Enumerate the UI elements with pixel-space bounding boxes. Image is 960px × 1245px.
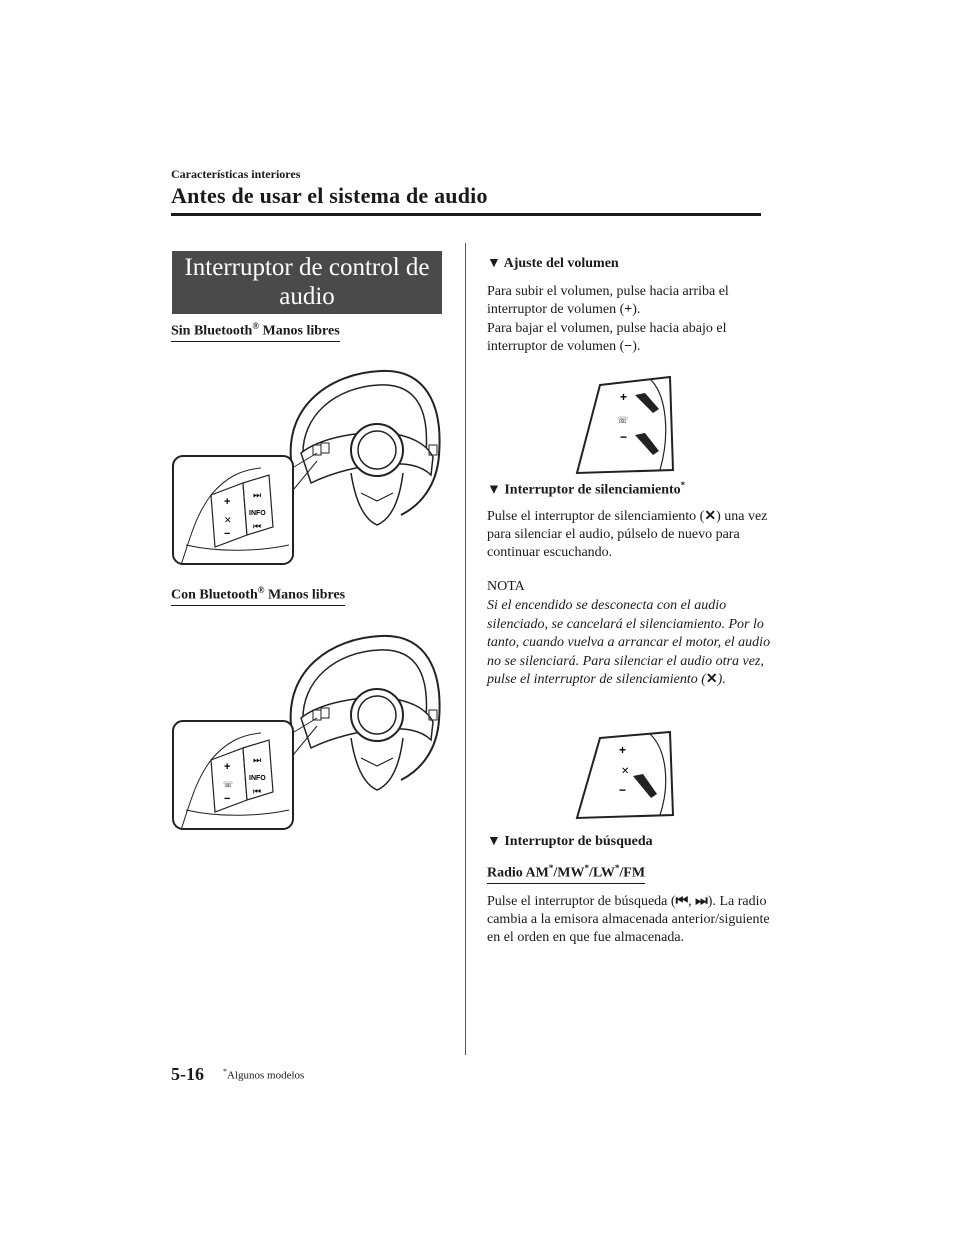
subheading-without-bluetooth: Sin Bluetooth® Manos libres: [171, 321, 340, 342]
svg-text:−: −: [619, 783, 627, 797]
svg-text:☏: ☏: [617, 415, 629, 425]
svg-text:−: −: [224, 528, 231, 540]
svg-text:⏮: ⏮: [253, 786, 262, 796]
svg-text:+: +: [224, 761, 231, 773]
section-title: Antes de usar el sistema de audio: [171, 183, 488, 208]
seek-previous-icon: ⏮: [675, 894, 689, 909]
section-banner: Interruptor de control de audio: [172, 251, 442, 314]
mute-switch-illustration: [575, 730, 675, 820]
info-label: INFO: [249, 775, 266, 782]
subheading-radio: Radio AM*/MW*/LW*/FM: [487, 863, 645, 884]
header-rule: [171, 213, 761, 216]
mute-icon: ✕: [705, 672, 718, 687]
volume-paragraph-up: Para subir el volumen, pulse hacia arriba el interruptor de volumen (+).: [487, 284, 729, 317]
volume-switch-illustration: [575, 375, 675, 475]
info-label: INFO: [249, 510, 266, 517]
seek-next-icon: ⏭: [695, 894, 708, 909]
triangle-down-icon: ▼: [487, 256, 504, 271]
svg-text:+: +: [619, 743, 627, 757]
note-label: NOTA: [487, 579, 525, 594]
heading-volume: ▼ Ajuste del volumen: [487, 256, 619, 271]
plus-icon: +: [624, 302, 633, 317]
seek-paragraph: Pulse el interruptor de búsqueda (⏮, ⏭). La radio cambia a la emisora almacenada anterior/siguiente en el orden en que fue almacenada.: [487, 894, 770, 945]
svg-text:+: +: [224, 496, 231, 508]
note-text: Si el encendido se desconecta con el audio silenciado, se cancelará el silenciamiento. Por lo tanto, cuando vuelva a arrancar el motor, el audio no se silenciará. Para silenciar el audio otra vez, pulse el interruptor de silenciamiento (✕).: [487, 597, 772, 690]
svg-text:+: +: [620, 390, 628, 404]
svg-text:⏭: ⏭: [253, 490, 262, 500]
subheading-with-bluetooth: Con Bluetooth® Manos libres: [171, 585, 345, 606]
footnote: *Algunos modelos: [223, 1067, 305, 1082]
minus-icon: −: [624, 339, 633, 354]
chapter-label: Características interiores: [171, 167, 301, 181]
steering-wheel-illustration-no-bt: [171, 365, 446, 565]
mute-icon: ✕: [704, 509, 717, 524]
steering-wheel-illustration-bt: [171, 630, 446, 830]
mute-paragraph: Pulse el interruptor de silenciamiento (✕) una vez para silenciar el audio, púlselo de nuevo para continuar escuchando.: [487, 509, 768, 560]
svg-text:✕: ✕: [621, 766, 630, 777]
triangle-down-icon: ▼: [487, 834, 505, 849]
volume-paragraph-down: Para bajar el volumen, pulse hacia abajo el interruptor de volumen (−).: [487, 321, 727, 354]
svg-text:⏭: ⏭: [253, 755, 262, 765]
heading-seek: ▼ Interruptor de búsqueda: [487, 834, 653, 849]
triangle-down-icon: ▼: [487, 482, 505, 498]
svg-text:−: −: [620, 430, 628, 444]
page-number: 5-16: [171, 1064, 204, 1084]
svg-text:⏮: ⏮: [253, 521, 262, 531]
column-divider: [465, 243, 466, 1055]
svg-text:✕: ✕: [224, 515, 232, 525]
heading-mute: ▼ Interruptor de silenciamiento*: [487, 480, 686, 498]
svg-text:−: −: [224, 793, 231, 805]
svg-text:☏: ☏: [223, 780, 234, 789]
